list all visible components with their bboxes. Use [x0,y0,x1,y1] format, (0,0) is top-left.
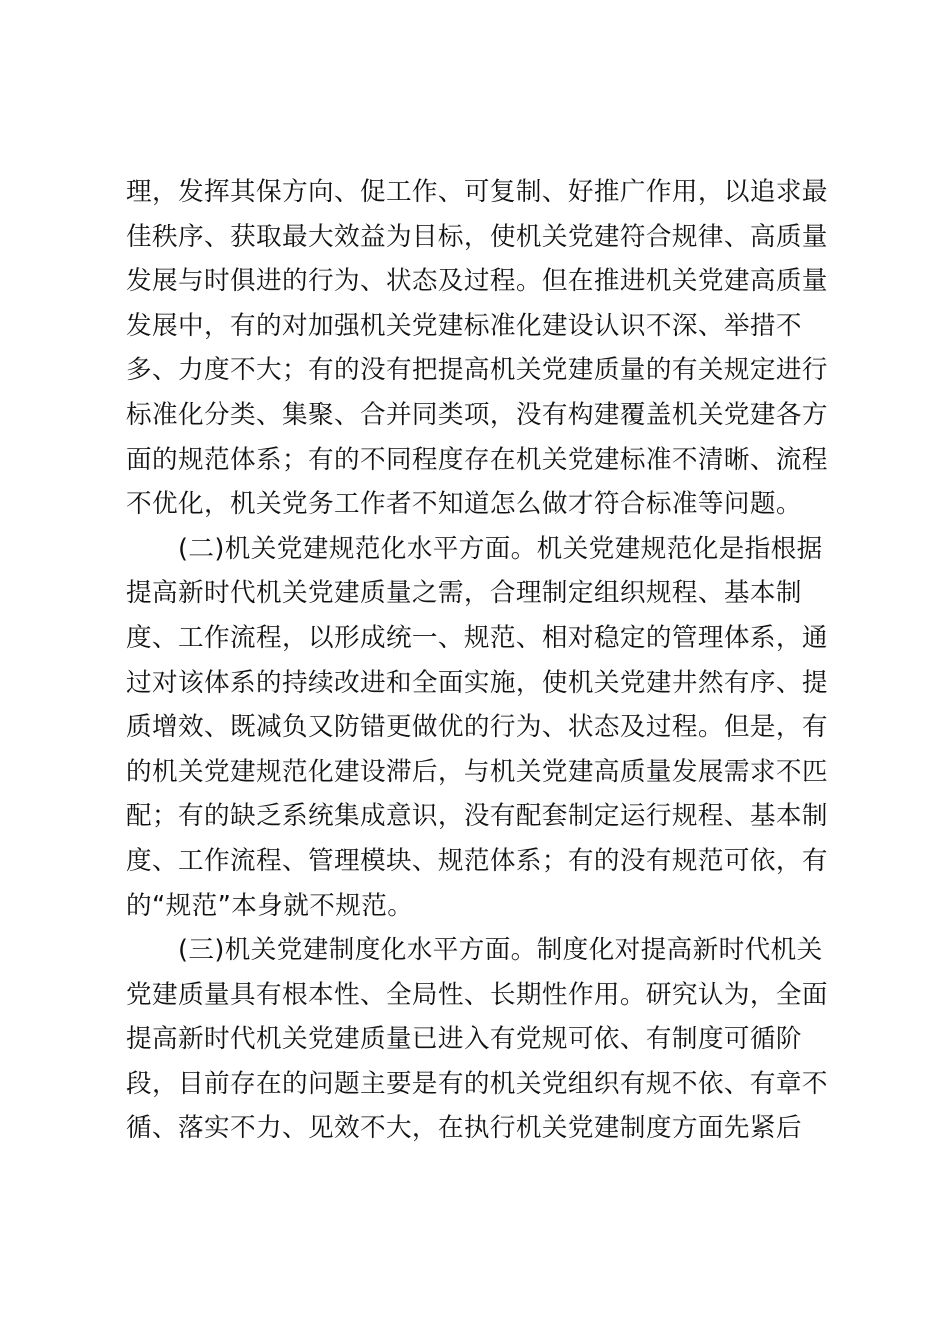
text-line: 配；有的缺乏系统集成意识，没有配套制定运行规程、基本制 [126,801,828,832]
text-line: 度、工作流程，以形成统一、规范、相对稳定的管理体系，通 [126,622,828,653]
text-line: 佳秩序、获取最大效益为目标，使机关党建符合规律、高质量 [126,221,828,252]
text-line: 发展与时俱进的行为、状态及过程。但在推进机关党建高质量 [126,266,828,297]
text-line: 标准化分类、集聚、合并同类项，没有构建覆盖机关党建各方 [126,399,828,430]
text-line: 循、落实不力、见效不大，在执行机关党建制度方面先紧后 [126,1113,802,1144]
text-line: 不优化，机关党务工作者不知道怎么做才符合标准等问题。 [126,489,802,520]
text-line: 党建质量具有根本性、全局性、长期性作用。研究认为，全面 [126,979,828,1010]
text-line: 理，发挥其保方向、促工作、可复制、好推广作用，以追求最 [126,177,828,207]
text-line: 质增效、既减负又防错更做优的行为、状态及过程。但是，有 [126,712,828,743]
paragraph-heading-line: (二)机关党建规范化水平方面。机关党建规范化是指根据 [126,533,823,564]
text-line: 的“规范”本身就不规范。 [126,890,414,921]
text-line: 过对该体系的持续改进和全面实施，使机关党建井然有序、提 [126,667,828,698]
text-line: 多、力度不大；有的没有把提高机关党建质量的有关规定进行 [126,355,828,386]
paragraph-heading-line: (三)机关党建制度化水平方面。制度化对提高新时代机关 [126,935,823,966]
text-line: 发展中，有的对加强机关党建标准化建设认识不深、举措不 [126,310,802,341]
document-body-text [126,170,826,1151]
text-line: 提高新时代机关党建质量之需，合理制定组织规程、基本制 [126,578,802,609]
text-line: 段，目前存在的问题主要是有的机关党组织有规不依、有章不 [126,1068,828,1099]
text-line: 的机关党建规范化建设滞后，与机关党建高质量发展需求不匹 [126,756,828,787]
text-line: 面的规范体系；有的不同程度存在机关党建标准不清晰、流程 [126,444,828,475]
text-line: 度、工作流程、管理模块、规范体系；有的没有规范可依，有 [126,845,828,876]
text-line: 提高新时代机关党建质量已进入有党规可依、有制度可循阶 [126,1024,802,1055]
